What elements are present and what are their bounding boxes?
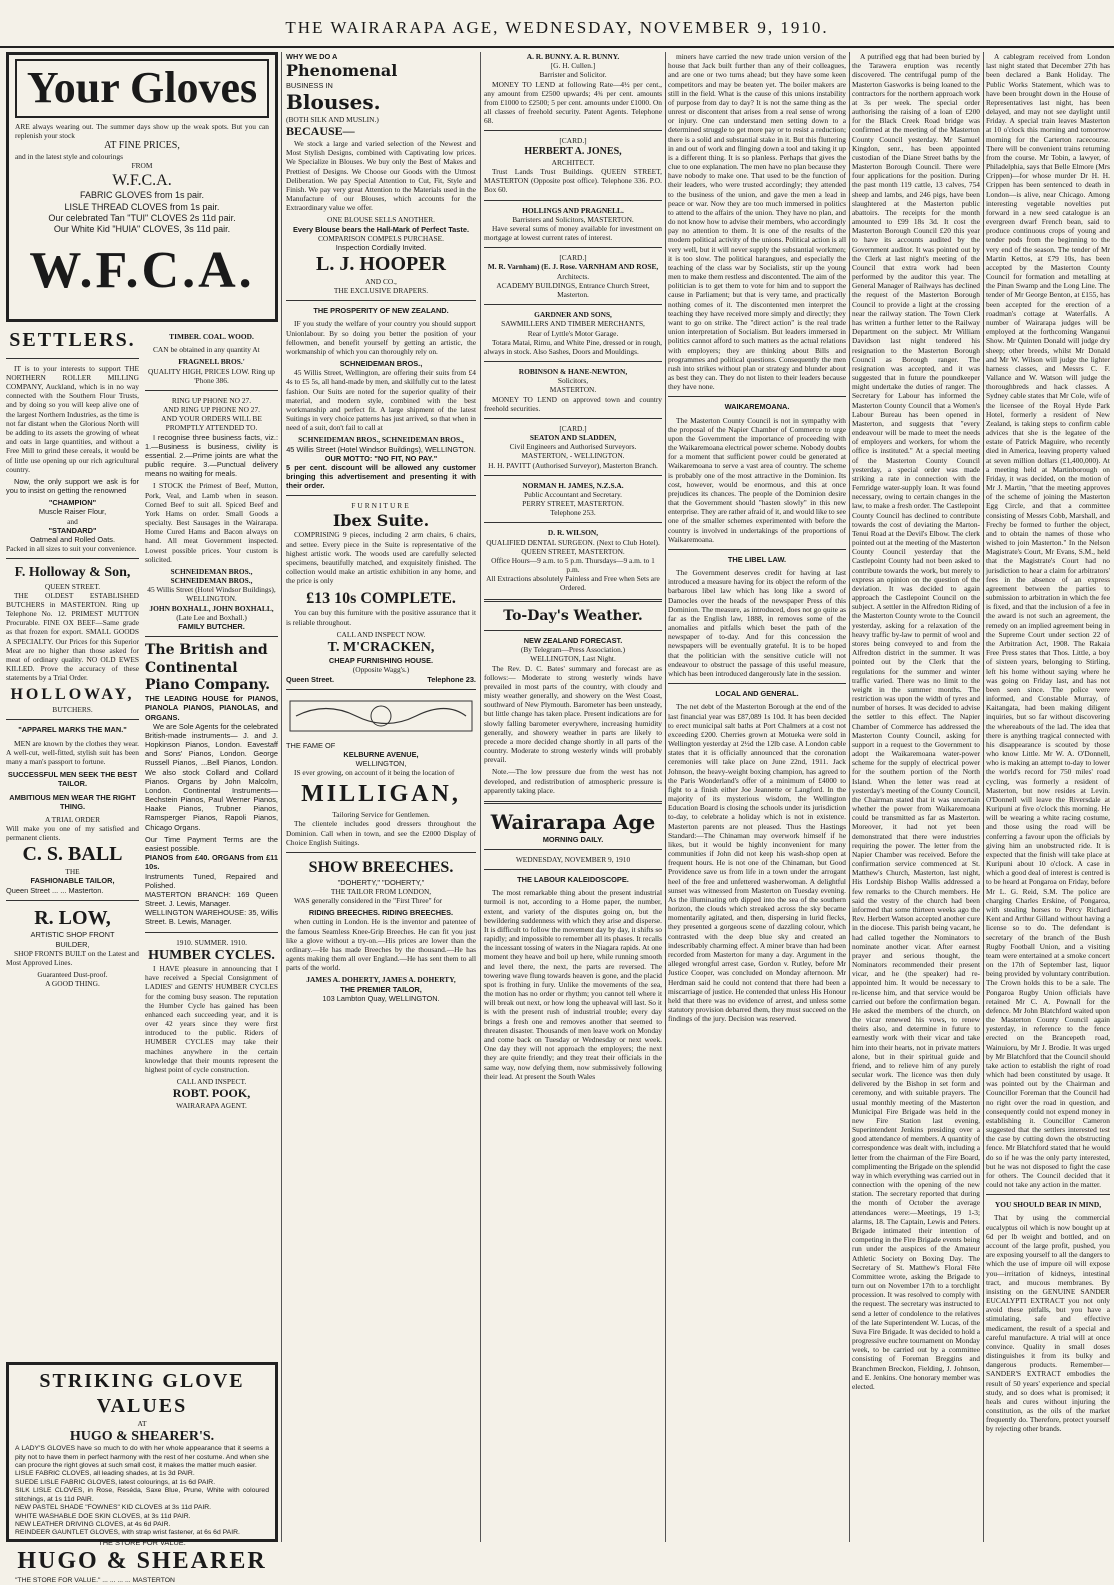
weather-body: The Rev. D. C. Bates' summary and forecast are as follows:— Moderate to strong westerly winds have prevailed in most parts of the country, with cloudy and misty weather generally, and showery on the West Coast, southward of New Plymouth. Barometer has been unsteady, but little change has taken place. Present indications are for slowly falling barometer everywhere, increasing humidity generally, and showery weather in parts are likely to precede a more decided change shortly in all parts of the country. Moderate to strong westerly winds will probably prevail.	[484, 663, 662, 765]
divider	[668, 396, 846, 397]
newton-title: Solicitors,	[557, 376, 589, 386]
james-title: Public Accountant and Secretary.	[523, 489, 623, 499]
divider	[484, 200, 662, 201]
masthead-title: THE WAIRARAPA AGE, WEDNESDAY, NOVEMBER 9, 1910.	[285, 18, 829, 37]
blouses-inspect: Inspection Cordially Invited.	[335, 242, 427, 252]
striking-title: STRIKING GLOVE VALUES	[39, 1370, 245, 1417]
col1-right	[145, 328, 278, 1110]
divider	[484, 418, 662, 419]
gloves-item: Our celebrated Tan "TUI" CLOVES 2s 11d pair.	[48, 212, 236, 223]
hollings-body: Have several sums of money available for investment on mortgage at lowest current rates of interest.	[484, 223, 662, 243]
doherty-name: JAMES A. DOHERTY, JAMES A. DOHERTY,	[306, 975, 456, 985]
striking-item: NEW PASTEL SHADE "FOWNES" KID CLOVES at 3s 11d PAIR.	[15, 1504, 212, 1512]
ibex-body: COMPRISING 9 pieces, including 2 arm chairs, 6 chairs, and settee. Every piece in the Suite is representative of the highest artistic work. The woods used are carefully selected specimens, beautifully matched, and exquisitely finished. The collection would make an artistic exhibition in any home, and the price is only	[286, 530, 476, 586]
col1-left	[6, 328, 139, 1110]
weather-title: To-Day's Weather.	[503, 607, 643, 624]
low-body: SHOP FRONTS BUILT on the Latest and Most Approved Lines.	[6, 948, 139, 967]
divider	[668, 683, 846, 684]
milligan-kelburne: KELBURNE AVENUE,	[343, 749, 419, 759]
ibex-body2: You can buy this furniture with the positive assurance that it is reliable throughout.	[286, 608, 476, 627]
divider	[484, 475, 662, 476]
kaleido-title: THE LABOUR KALEIDOSCOPE.	[517, 875, 629, 885]
milligan-tailoring: Tailoring Service for Gentlemen.	[332, 810, 430, 820]
apparel-title: "APPAREL MARKS THE MAN."	[18, 725, 127, 735]
humber-name: ROBT. POOK,	[172, 1086, 251, 1101]
striking-item: WHITE WASHABLE DOE SKIN CLOVES, at 3s 11d PAIR.	[15, 1512, 191, 1520]
apparel-trial: A TRIAL ORDER	[44, 814, 101, 824]
column-rule	[849, 52, 850, 1542]
divider	[286, 852, 476, 853]
boxhall-butcher: FAMILY BUTCHER.	[178, 621, 245, 631]
column-5	[852, 52, 980, 1542]
wilson-hours: Office Hours—9 a.m. to 5 p.m. Thursdays—9 a.m. to 1 p.m.	[491, 555, 655, 575]
settlers-and: and	[67, 516, 78, 526]
column-rule	[480, 52, 481, 1542]
mcracken-sub: CHEAP FURNISHING HOUSE.	[328, 656, 434, 666]
brand-standard: "STANDARD"	[48, 525, 97, 535]
column-rule	[983, 52, 984, 1542]
hooper-name: L. J. HOOPER	[315, 253, 446, 276]
fragnell-orders: AND YOUR ORDERS WILL BE PROMPTLY ATTENDED TO.	[161, 414, 262, 433]
holloway-big: HOLLOWAY,	[10, 686, 135, 704]
hollings-name: HOLLINGS AND PRAGNELL.	[522, 205, 624, 215]
milligan-body2: The clientele includes good dressers throughout the Dominion. Call when in town, and see the £2000 Display of Choice English Suitings.	[286, 819, 476, 847]
divider	[484, 247, 662, 248]
gardner-rear: Rear of Lyttle's Motor Garage.	[527, 328, 619, 338]
settlers-body: IT is to your interests to support THE NORTHERN ROLLER MILLING COMPANY, Auckland, which is in no way connected with the Southern Flour Trusts, and by doing so you will keep alive one of the largest Northern Industries, as the time is not far distant when the Glorious North will be adding to its assets the growing of wheat and oats in large quantities, and without a Free Mill to grind these cereals, it would be of little use opening up our rich agricultural country.	[6, 363, 139, 474]
wfca-big-logo: W.F.C.A.	[29, 242, 255, 300]
settlers-body2: Now, the only support we ask is for you to insist on getting the renowned	[6, 476, 139, 496]
holloway-body: THE OLDEST ESTABLISHED BUTCHERS in MASTERTON. Ring up Telephone No. 12. PRIMEST MUTTON Procurable. FINE OX BEEF—Same grade as that frozen for export. SMALL GOODS A SPECIALTY. Our Prices for this Superior Meat are no higher than those asked for meat of ordinary quality. NO OLD EWES KILLED. Prove the accuracy of these statements by a Trial Order.	[6, 590, 139, 683]
breeches-tailor: THE TAILOR FROM LONDON,	[330, 886, 432, 896]
mcracken-street: Queen Street.	[286, 674, 335, 684]
low-sub2: BUILDER,	[55, 939, 90, 949]
divider	[484, 599, 662, 602]
weather-sub: NEW ZEALAND FORECAST.	[523, 636, 623, 645]
waikare-title: WAIKAREMOANA.	[724, 402, 790, 412]
hugo-foot: "THE STORE FOR VALUE." ... ... ... ... MASTERTON	[15, 1576, 175, 1584]
striking-item: LISLE FABRIC CLOVES, all leading shades, at 1s 3d PAIR.	[15, 1470, 195, 1478]
wfca-gloves-ad	[6, 52, 278, 322]
divider	[986, 1194, 1110, 1195]
breeches-riding: RIDING BREECHES. RIDING BREECHES.	[308, 908, 454, 918]
milligan-body: IS ever growing, on account of it being the location of	[294, 768, 455, 778]
col1-split	[6, 328, 278, 1110]
divider	[145, 390, 278, 391]
divider	[668, 549, 846, 550]
column-4	[668, 52, 846, 1542]
masthead	[0, 0, 1114, 48]
ball-the: THE	[65, 867, 80, 877]
piano-prices: PIANOS from £40. ORGANS from £11 10s.	[145, 853, 278, 872]
ball-street: Queen Street ... ... Masterton.	[6, 885, 104, 895]
bunny-cullen: [G. H. Cullen.]	[550, 61, 596, 71]
gloves-title: Your Gloves	[15, 59, 269, 118]
wilson-title: QUALIFIED DENTAL SURGEON. (Next to Club Hotel).	[486, 537, 660, 547]
settlers-title: SETTLERS.	[9, 329, 136, 351]
piano-terms: Our Time Payment Terms are the easiest possible.	[145, 834, 278, 853]
libel-body: The Government deserves credit for having at last introduced a measure having for its object the reform of the barbarous libel law which has long like a sword of Damocles over the heads of the newspaper Press of this Dominion. The measure, as introduced, does not go quite as far as the English law, 1888, in removes some of the anomalies and pitfalls which beset the path of the newspaper of to-day. And for this concession the newspapers will be eventually grateful. It is to be hoped that the politician with the sensitive cuticle will not endeavour to obstruct the passage of this useful measure, which has been introduced dangerously late in the session.	[668, 568, 846, 678]
prosperity-head: THE PROSPERITY OF NEW ZEALAND.	[313, 306, 449, 316]
jones-title: ARCHITECT.	[551, 157, 595, 167]
low-guar: Guaranteed Dust-proof.	[37, 970, 108, 980]
striking-store: THE STORE FOR VALUE.	[98, 1537, 186, 1547]
bunny-body: MONEY TO LEND at following Rate—4½ per cent., any amount from £2500 upwards; 4¾ per cent. amounts from £1000 to £2500; 5 per cent. amounts under £1000. On all classes of freehold security. Patent Agents. Telephone 68.	[484, 79, 662, 126]
fragnell-ring2: AND RING UP PHONE NO 27.	[162, 405, 261, 415]
brand-champion: "CHAMPION"	[48, 498, 97, 508]
blouses-why: WHY WE DO A	[286, 52, 338, 61]
piano-warehouse: WELLINGTON WAREHOUSE: 35, Willis Street. B. Lewis, Manager.	[145, 908, 278, 927]
column-2	[286, 52, 476, 1542]
humber-call: CALL AND INSPECT.	[176, 1077, 247, 1087]
doherty-addr: 103 Lambton Quay, WELLINGTON.	[322, 993, 440, 1003]
gloves-prices: AT FINE PRICES,	[104, 139, 180, 151]
editorial-body: miners have carried the new trade union version of the house that Jack built further than any of their colleagues, and are one or two turns ahead; but they have some keen competitors and may be beaten yet. The boiler makers are still in the field. What is the cause of this unions instability of purpose from day to day? It is not the same thing as the unrest or discontent that arises from a real sense of wrong or injury. One can understand men setting down to a determined struggle to get more pay or to resist a reduction; there is a solid and substantial stake in it. But this fluttering in and out of work and flinging down a tool and taking it up is a different thing. It is so planless. Perhaps that gives the clue to one explanation. The men have no plan because they have nobody to make one. That used to be the function of their leaders, who were trusted accordingly; they attended to the business of the union, and gave the men a lead in peace or war. Now they are too much immersed in politics to attend to the affairs of the union. They have no plan, and do not know how to advise their members, who accordingly pay no attention to them. It is one of the results of the modern political activity of the unions. Political action is all very well, but it will never supply the substantial workmen; it is too slow. The political harangues, and especially the teaching of the class war by Socialists, stir up the young men to make them restless and discontented. The aim of the politician is to get them to vote for him and to support the cause in Parliament; but that is very tame, and practically nothing comes of it. The discontented men interpret the teaching they have received more simply and directly; they want to go on strike. The "direct action" is the real trade union interpretation of Socialism. But leaders immersed in politics cannot afford to such matters as the actual relations with employers; they are thinking about Bills and programmes and political questions. Consequently the men rush into strikes without plan or strategy and blunder about as best they can. They do not listen to their leaders because they have none.	[668, 52, 846, 392]
holloway-title: F. Holloway & Son,	[14, 565, 131, 581]
holloway-street: QUEEN STREET.	[44, 581, 101, 591]
hooper-drapers: THE EXCLUSIVE DRAPERS.	[333, 286, 429, 296]
weather-tel: (By Telegram—Press Association.)	[520, 645, 626, 655]
blouses-because: BECAUSE—	[286, 124, 355, 139]
piano-branch: MASTERTON BRANCH: 169 Queen Street. J. Lewis, Manager.	[145, 889, 278, 909]
schneid-addr: 45 Willis Street (Hotel Windsor Buildings), WELLINGTON.	[147, 585, 276, 604]
blouses-title: Blouses.	[286, 90, 381, 115]
divider	[484, 630, 662, 631]
wilson-foot: All Extractions absolutely Painless and Free when Sets are Ordered.	[486, 574, 660, 593]
breeches-title: SHOW BREECHES.	[308, 858, 454, 876]
divider	[484, 869, 662, 870]
striking-body: A LADY'S GLOVES have so much to do with her whole appearance that it seems a pity not to have them in perfect harmony with the rest of her costume. And when she can procure the right gloves at such small cost, it makes the matter much easier.	[15, 1445, 269, 1469]
striking-at: AT	[137, 1418, 147, 1428]
decorative-banner-icon	[286, 695, 476, 737]
gardner-title: SAWMILLERS AND TIMBER MERCHANTS,	[501, 319, 645, 329]
mcracken-foot	[286, 675, 476, 684]
striking-name: HUGO & SHEARER'S.	[69, 1428, 215, 1444]
low-sub1: ARTISTIC SHOP FRONT	[30, 930, 115, 940]
mcracken-tel: Telephone 23.	[427, 674, 476, 684]
striking-item: SILK LISLE CLOVES, in Rose, Reséda, Saxe Blue, Prune, White with coloured stitchings, at 1s 11d PAIR.	[15, 1487, 269, 1503]
schneid-name: SCHNEIDEMAN BROS., SCHNEIDEMAN BROS.,	[170, 566, 253, 586]
kaleido-body: The most remarkable thing about the present industrial turmoil is not, according to a Home paper, the number, extent, and variety of the disputes going on, but the bewildering suddenness with which they arise and disperse. It is difficult to follow the movement day by day, it shifts so rapidly; and impossible to remember all its phases. It recalls the incessant tossing of waters in the Niagara rapids. At one moment they heave and boil up here, while running smooth and level there, the next, the parts are reversed. The towering wave flung towards heaven is gone, and the placid spot is frothing in fury. Unlike the movements of the sea, the motion has no order or rhythm; you cannot tell where it will break out next, or how long the upheaval will last. So it is with the present rush of industrial trouble; every day brings a fresh one and removes another that seemed to threaten disaster. Thousands of men leave work on Monday and come back on Tuesday or Wednesday or next week. One day they will not approach the employers; the next they are quite friendly; and they treat their officials in the same way, now defying them, now submissively following their lead. At present the South Wales	[484, 888, 662, 1081]
hugo-shearer-ad	[6, 1362, 278, 1584]
bunny-name: A. R. BUNNY. A. R. BUNNY.	[526, 52, 620, 61]
prosperity-addr2: 45 Willis Street (Hotel Windsor Buildings), WELLINGTON.	[286, 444, 476, 454]
divider	[6, 900, 139, 901]
piano-leading: THE LEADING HOUSE for PIANOS, PIANOLA PIANOS, PIANOLAS, and ORGANS.	[145, 694, 278, 722]
milligan-banner-image	[286, 695, 476, 737]
seaton-title: Civil Engineers and Authorised Surveyors.	[509, 442, 637, 452]
local-title: LOCAL AND GENERAL.	[715, 689, 799, 699]
james-addr: PERRY STREET, MASTERTON.	[522, 499, 624, 509]
wilson-name: D. R. WILSON,	[547, 528, 599, 538]
column-6	[986, 52, 1110, 1542]
prosperity-motto: OUR MOTTO: "NO FIT, NO PAY."	[324, 453, 438, 463]
waikare-body: The Masterton County Council is not in sympathy with the proposal of the Napier Chamber of Commerce to urge upon the Government the importance of proceeding with the Waikaremoana electrical power scheme. Nobody doubts for a moment that sufficient power could be generated at Waikaremoana to serve a vast area of country. The scheme is probably one of the most attractive in the Dominion. Its cost, however, would be enormous, and this at once prejudices its chances. The people of the Dominion desire that the Government should "hasten slowly" in this new enterprise. They are rather afraid of it, and would like to see one of the smaller schemes experimented with before the country is involved in undertakings of the proportions of Waikaremoana.	[668, 415, 846, 544]
low-foot: A GOOD THING.	[45, 979, 100, 989]
prosperity-schneid: SCHNEIDEMAN BROS.,	[339, 359, 423, 369]
ibex-title: Ibex Suite.	[332, 510, 430, 530]
brand-champion-sub: Muscle Raiser Flour,	[38, 507, 107, 517]
jones-body: Trust Lands Trust Buildings. QUEEN STREET, MASTERTON (Opposite post office). Telephone 336. P.O. Box 60.	[484, 167, 662, 195]
jones-card: [CARD.]	[559, 136, 587, 146]
bear-head: YOU SHOULD BEAR IN MIND,	[994, 1200, 1102, 1210]
hollings-title: Barristers and Solicitors, MASTERTON.	[512, 214, 634, 224]
blouses-body: We stock a large and varied selection of the Newest and Most Stylish Designs, combined with Captivating low prices. We Specialize in Blouses. We buy only the Best of Makes and Prettiest of Designs. We Choose our Goods with the Utmost Deliberation. We pay Special Attention to Cut, Fit, Style and Finish. We pay very great Attention to the Materials used in the Manufacture of our Blouses, which accounts for the Extraordinary value we offer.	[286, 139, 476, 213]
piano-tuned: Instruments Tuned, Repaired and Polished.	[145, 871, 278, 890]
column-3	[484, 52, 662, 1542]
blouses-business: BUSINESS IN	[286, 81, 333, 90]
seaton-addr: MASTERTON, - WELLINGTON.	[521, 451, 625, 461]
mcracken-opp: (Opposite Wagg's.)	[352, 665, 410, 675]
fragnell-facts: I recognise three business facts, viz.: 1.—Business is business, civility is essential. 2.—Prime joints are what the public require. 3.—Punctual delivery means no waiting for meals.	[145, 432, 278, 479]
doherty-premier: THE PREMIER TAILOR,	[340, 984, 422, 994]
column-1	[6, 52, 278, 1584]
ball-tailor: FASHIONABLE TAILOR,	[30, 876, 115, 886]
bear-body: That by using the commercial eucalyptus oil which is now bought up at 6d per lb weight and bottled, and on account of the large profit, pushed, you are exposing yourself to all the dangers to which the use of impure oil will expose you—irritation of kidneys, intestinal tract, and mucous membranes. By insisting on the GENUINE SANDER EUCALYPTI EXTRACT you not only avoid these pitfalls, but you have a stimulating, safe and effective medicament, the result of a special and careful manufacture. A trial will at once convince. Quality in small doses distinguishes it from its bulky and dangerous products. Remember—SANDER'S EXTRACT embodies the result of 50 years' experience and special study, and so does what is promised; it heals and cures without injuring the constitution, as the oils of the market frequently do. Therefore, protect yourself by rejecting other brands.	[986, 1213, 1110, 1434]
weather-note: Note.—The low pressure due from the west has not developed, and redistribution of atmospheric pressure is apparently taking place.	[484, 767, 662, 795]
ibex-price: £13 10s COMPLETE.	[306, 589, 456, 607]
divider	[145, 932, 278, 933]
gloves-item: LISLE THREAD CLOVES from 1s pair.	[64, 201, 220, 212]
age-sub: MORNING DAILY.	[542, 834, 604, 844]
fragnell-name: FRAGNELL BROS.'	[178, 357, 245, 367]
gardner-body: Totara Matai, Rimu, and White Pine, dressed or in rough, always in stock. Also Sashes, Doors and Mouldings.	[484, 337, 662, 356]
varnham-card: [CARD.]	[559, 253, 587, 263]
divider	[286, 495, 476, 496]
holloway-butchers: BUTCHERS.	[52, 705, 93, 715]
age-title: Wairarapa Age	[490, 809, 656, 834]
seaton-card: [CARD.]	[559, 423, 587, 433]
gloves-from: FROM	[131, 161, 153, 171]
ibex-furniture: FURNITURE	[351, 501, 411, 511]
gloves-body: ARE always wearing out. The summer days show up the weak spots. But you can replenish your stock	[15, 121, 269, 140]
weather-wellington: WELLINGTON, Last Night.	[530, 654, 616, 664]
low-title: R. LOW,	[34, 906, 111, 929]
humber-year: 1910. SUMMER. 1910.	[176, 937, 247, 947]
divider	[484, 849, 662, 850]
divider	[286, 689, 476, 690]
blouses-every: Every Blouse bears the Hall-Mark of Perfect Taste.	[292, 224, 470, 234]
humber-body: I HAVE pleasure in announcing that I have received a Special Consignment of LADIES' and GENTS' HUMBER CYCLES for the coming busy season. The reputation the Humber Cycle has gained has been enhanced each succeeding year, and it is over 42 years since they were first introduced to the public. Riders of HUMBER CYCLES may take their machines anywhere in the certain knowledge that their mounts represent the highest point of cycle construction.	[145, 964, 278, 1074]
newton-body: MONEY TO LEND on approved town and country freehold securities.	[484, 394, 662, 413]
divider	[484, 304, 662, 305]
striking-item: NEW LEATHER DRIVING CLOVES, at 4s 6d PAIR.	[15, 1520, 171, 1528]
apparel-ambitious: AMBITIOUS MEN WEAR THE RIGHT THING.	[9, 792, 136, 811]
hooper-sub: AND CO.,	[365, 276, 397, 286]
divider	[6, 358, 139, 359]
age-date: WEDNESDAY, NOVEMBER 9, 1910	[515, 854, 631, 864]
milligan-name: MILLIGAN,	[301, 781, 461, 808]
divider	[145, 636, 278, 637]
gardner-name: GARDNER AND SONS,	[534, 310, 612, 320]
newton-town: MASTERTON.	[549, 385, 597, 395]
divider	[286, 300, 476, 301]
boxhall-late: (Late Lee and Boxhall.)	[176, 612, 247, 622]
milligan-wellington: WELLINGTON,	[355, 759, 407, 769]
varnham-title: Architects.	[556, 271, 590, 281]
fragnell-ring1: RING UP PHONE NO 27.	[171, 395, 252, 405]
divider	[484, 130, 662, 131]
gloves-item: Our White Kid "HUIA" CLOVES, 3s 11d pair.	[53, 223, 231, 234]
james-name: NORMAN H. JAMES, N.Z.S.A.	[522, 480, 624, 490]
james-tel: Telephone 253.	[550, 508, 596, 518]
blouses-sub: (BOTH SILK AND MUSLIN.)	[286, 114, 379, 124]
column-rule	[281, 52, 282, 1542]
breeches-body2: when cutting in London. He is the inventor and patentee of the famous Seamless Knee-Grip Breeches. He can fit you just like a glove without a try-on.—His prices are lower than the ordinary.—He has made Breeches by the thousand.—He has agents making them all over England.—He has sent them to all parts of the world.	[286, 917, 476, 973]
piano-body: We are Sole Agents for the celebrated British-made instruments— J. and J. Hopkinson Pianos, London. Eavestaff and Sons' Pianos, London. George Russell Pianos, ...Bell Pianos, London. We also stock Collard and Collard Pianos. Organs by John Malcolm, London. Continental Instruments— Bechstein Pianos, Paul Werner Pianos, Haake Pianos, Trubner Pianos, Ramsperger Pianos, Rapoli Pianos, Chicago Organs.	[145, 721, 278, 832]
libel-title: THE LIBEL LAW.	[727, 554, 787, 564]
breeches-doherty: "DOHERTY," "DOHERTY,"	[337, 877, 425, 887]
piano-title: The British and Continental Piano Company.	[145, 642, 271, 693]
newton-name: ROBINSON & HANE-NEWTON,	[518, 367, 628, 377]
prosperity-schneid2: SCHNEIDEMAN BROS., SCHNEIDEMAN BROS.,	[298, 435, 464, 445]
divider	[484, 801, 662, 804]
divider	[6, 719, 139, 720]
humber-agent: WAIRARAPA AGENT.	[176, 1101, 247, 1111]
fragnell-head: TIMBER. COAL. WOOD.	[169, 332, 254, 341]
breeches-body: WAS generally considered in the "First Three" for	[294, 896, 443, 906]
fragnell-body: CAN be obtained in any quantity At	[153, 345, 260, 355]
gloves-wfca: W.F.C.A.	[112, 171, 172, 189]
apparel-success: SUCCESSFUL MEN SEEK THE BEST TAILOR.	[7, 770, 138, 789]
blouses-one: ONE BLOUSE SELLS ANOTHER.	[327, 215, 435, 225]
divider	[484, 522, 662, 523]
milligan-fame: THE FAME OF	[286, 740, 336, 750]
mcracken-name: T. M'CRACKEN,	[327, 639, 435, 655]
varnham-name: M. R. Varnham) (E. J. Rose. VARNHAM AND ROSE,	[487, 262, 659, 272]
jones-name: HERBERT A. JONES,	[524, 145, 622, 157]
local-body: The net debt of the Masterton Borough at the end of the last financial year was £87,089 1s 10d. It has been decided to erect municipal salt baths at Port Chalmers at a cost not exceeding £200. Cherries grown at Motueka were sold in Wellington yesterday at 2½d the 12lb case. A London cable states that it is officially announced that the coronation ceremonies will take place on June 22nd, 1911. Jack Johnson, the heavy-weight boxing champion, has agreed to the Paris Wonderland's offer of a minimum of £4000 to fight to a finish either Joe Jeannette or Langford. In the majority of its mysterious wisdom, the Wellington Education Board is closing the schools under its jurisdiction to-day, to celebrate a holiday which is not in existence. Masterton parents are not pleased. Thus the Hastings Standard:—The Chinaman may overwork himself if he likes, but it would be highly inconvenient for many communities if John did not keep his wash-shop open at frequent hours. He is not one of the Chinaman, but Good Providence save us from life in a town under the arrogant heel of the free and unfettered washerwoman. A delightful sunset was witnessed from Masterton on Tuesday evening. As the illuminating orb dipped into the sea of the southern horizon, the clouds which streaked across the sky became momentarily agitated, and then, dispersing in lurid flecks, they presented a gorgeous scene of dazzling colour, which contrasted with the deep blue sky and created an indescribably charming effect. A miner brave than had been recorded from Masterton for many a day. Argument in the alleged wrongful arrest case, Gordon v. Rutley, before Mr Justice Cooper, was concluded on Monday afternoon. Mr Herdman said he could not contend that there had been a miscarriage of justice. He contended that unless His Honour held that there was no evidence of arrest, and unless some statutory provision debarred them, they must succeed on the findings of the jury. Decision was reserved.	[668, 702, 846, 1024]
prosperity-body: IF you study the welfare of your country you should support Unionlabour. By so doing you better the position of your fellowmen, and benefit yourself by getting an artistic, the workmanship of which you can thoroughly rely on.	[286, 319, 476, 356]
wilson-addr: QUEEN STREET, MASTERTON.	[521, 546, 625, 556]
seaton-name: SEATON AND SLADDEN,	[529, 433, 617, 443]
settlers-foot: Packed in all sizes to suit your convenience.	[6, 544, 137, 554]
gloves-body2: and in the latest style and colourings	[15, 152, 123, 162]
news-body: A cablegram received from London last night stated that December 27th has been declared a Bank Holiday. The Public Works Statement, which was to have been brought down in the House of Representatives last night, has been delayed, and may not see daylight until Friday. A special train leaves Masterton at 10 o'clock this morning and tomorrow morning for the Carterton racecourse. There will be convenient trains returning from the course. Mr Tobin, a lawyer, of Philadelphia, says that Belle Elmore (Mrs Crippen)—for whose murder Dr H. H. Crippen has been sentenced to death in London—is alive, near Chicago. Among interesting vegetable novelties put forward in a new seed catalogue is an evergreen dwarf French bean, said to produce continuous crops of young and tender pods from the beginning to the very end of the season. The tender of Mr Martin Kettos, at £79 10s, has been accepted by the Masterton County Council for formation and metalling at the Pinan Swamp and the Long Line. The tender of Mr George Benton, at £155, has been accepted for the erection of a roadman's cottage at Waterfalls. A number of Wairarapa judges will be employed at the forthcoming Wanganui Show. Mr Quinten Donald will judge dry sheep; other breeds, whilst Mr Donald and Mr W. Wilson will judge the lighter harness classes, and Messrs C. F. Vallance and W. Watson will judge the thoroughbreds and hack classes. A Sydney cable states that Mr Cole, wife of the licensee of the Royal Hyde Park Hotel, formerly a resident of New Zealand, is taking steps to confirm cable advices that she is the legatee of the estate of Patrick Maguire, who recently died in America, leaving property valued at seven million dollars (£1,400,000). At a meeting held at Martinborough on Friday, it was decided, on the motion of Mr J. Martin, "that the meeting approves of the scheme of joining the Masterton Egg Circle, and that a committee consisting of Messrs Cobb, Marshall, and Frechy be formed to further the object, and to obtain the names of those who wished to join Masterton." In the Nelson Magistrate's Court, Mr Evans, S.M., held that the Magistrate's Court had no jurisdiction to hear a claim for arbitrators' fees in the absence of an express agreement between the parties to submission to arbitration in which the fee is fixed, and that the inclusion of a fee in the award is not such an agreement, the remedy on an implied agreement being in the Supreme Court under section 22 of the Arbitration Act, 1908. The Rakaia Free Press states that Thos. Little, a boy of sixteen years, belonging to Stirling, left his home without saying where he was going on Friday last, and has not been seen since. The police were informed, and Constable Murray, of Kaitangata, had been making diligent inquiries, but so far without discovering the whereabouts of the lad. The idea that there is anything tragical connected with his disappearance is scouted by those who know Little. Mr W. A. O'Donnell, who is making an attempt to-day to lower the world's record for 750 miles' road cycling, was formerly a resident of Masterton, but now resides at Levin. O'Donnell will leave the Riversdale at Kuripuni at five o'clock this morning. He will be wearing a white racing costume, and those using the road will be conferring a favour upon the officials by giving him an unobstructed ride. It is expected that the finish will take place at Kuripuni about 10 o'clock. A case in which a good deal of interest is centred is to be heard at Pongaroa on Friday, before Mr L. G. Reid, S.M. The police are charging Charles Erskine, of Pongaroa, with stealing horses to Percy Richard Kent and Arthur Gilland without having a license so to do. The defendant is secretary of the branch of the Bush Rugby Football Union, and a visiting team were entertained at a smoke concert on the 17th of September last, liquor being provided by voluntary contribution. The Crown holds this to be a sale. The Pongaroa Rugby Union officials have retained Mr C. A. Pownall for the defence. Mr John Blatchford waited upon the Masterton County Council again yesterday, in reference to the fence erected on the Brancepeth road, Wainuioru, by Mr J. Brodie. It was urged by Mr Blatchford that the Council should take action to establish the right of road which had been constituted by usage. It was pointed out by the Chairman and Councillor Foreman that the Council had no right over the road in question, and consequently could not expend money in establishing it. Councillor Cameron suggested that the settlers interested test the case by cutting down the obstructing fence. Mr Blatchford stated that he would do so if he was the only party interested, but he was not disposed to fight the case for others. The Council decided that it could not take any action in the matter.	[986, 52, 1110, 1190]
striking-item: REINDEER GAUNTLET GLOVES, with strap wrist fastener, at 6s 6d PAIR.	[15, 1529, 240, 1537]
gloves-item: FABRIC GLOVES from 1s pair.	[79, 190, 205, 201]
ball-title: C. S. BALL	[22, 843, 123, 866]
prosperity-addr: 45 Willis Street, Wellington, are offering their suits from £4 4s to £5 5s, all hand-made by men, and skilfully cut to the latest fashion. Our Suits are noted for the superior quality of their material, and modern style, combined with the best workmanship and perfect fit. A large shipment of the latest Suitings in very choice patterns has just arrived, so that when in need of a suit, don't fail to call at	[286, 368, 476, 433]
column-rule	[665, 52, 666, 1542]
ibex-call: CALL AND INSPECT NOW.	[336, 629, 426, 639]
striking-item: SUEDE LISLE FABRIC GLOVES, latest colourings, at 1s 6d PAIR.	[15, 1478, 216, 1486]
news-body: A putrified egg that had been buried by the Tarawera eruption was recently discovered. The centrifugal pump of the Masterton Gasworks is being loaned to the contractors for the northern approach work at 3s per week. The special order authorising the raising of a loan of £200 for the Black Creek Road bridge was confirmed at the meeting of the Masterton County Council yesterday. Mr Samuel Kingdon, senr., has been appointed custodian of the Diane Street baths by the Masterton Borough Council. There were four applications for the position. During the past month 119 cattle, 13 calves, 754 sheep and lambs, and 246 pigs, have been slaughtered at the Masterton public abattoirs. The receipts for the month amounted to £99 18s 3d. It cost the Masterton Borough Council £20 this year to have its accounts audited by the Government auditor. It was pointed out by the Clerk at last night's meeting of the Council that extra work had been performed by the auditor this year. The General Manager of Railways has declined the request of the Masterton Borough Council to provide a light at the crossing near the railway station. The Town Clerk has written a further letter to the Railway Department on the subject. Mr William Davidson last night tendered his resignation to the Masterton Borough Council as Borough ranger. The resignation was accepted, and it was suggested that in future the poundkeeper might undertake the duties of ranger. The Secretary for Labour has informed the Masterton County Council that a Women's Labour Bureau has been opened in Masterton, and suggests that "every endeavour will be made to meet the needs of employers and workers, for whom the office is instituted." At a special meeting of the Masterton County Council yesterday, a special order was made striking a rate in connection with the Fernridge water-supply loan. It was found necessary, owing to certain changes in the law, to make a fresh order. The Castlepoint County Council has declined to contribute towards the cost of deviating the Marton-Tenui Road at the Devil's Elbow. The clerk pointed out at the meeting of the Masterton County Council yesterday that the Castlepoint County had not been asked to contribute towards the work, but merely to express an opinion on the question of the deviation. It was decided to again approach the Castlepoint Council on the subject. A settler in the Alfredton Riding of the Masterton County wrote to the Council yesterday, asking for a relaxation of the heavy traffic by-law to permit of wool and stores being conveyed to and from the Alfredton district in the summer. It was pointed out by the Clerk that the regulations for the summer and winter traffic varied. There was no limit to the weight in the summer months. The restriction was upon the width of tyres and number of horses. It was decided to advise the settler to this effect. The Napier Chamber of Commerce has addressed the Masterton County Council, asking for support in a request to the Government to adopt the Waikaremoana water-power scheme for the supply of electrical power for the southern portion of the North Island. When the letter was read at yesterday's meeting of the County Council, the Chairman stated that it was uncertain whether the power from Waikaremoana could be transmitted as far as Masterton. Moreover, it had not yet been demonstrated that there were industries requiring the power. The letter from the Napier Chamber was received. Before the confirmation service commenced at St. Matthew's Church, Masterton, last night, His Lordship Bishop Wallis addressed a few remarks to the Church members. He said the vestry of the church had been informed that some thirteen weeks ago the Rev. Herbert Watson accepted another cure in the diocese. This parish being vacant, he had called together the Nominators to nominate another vicar. After earnest prayer and serious thought, the Nominators recommended their present vicar, and he (the speaker) had re-appointed him. It would be necessary to re-license him, and that service would be carried out before the confirmation began. He asked the members of the church, on the vicar renewed his vows, to renew theirs also, and determine in future to earnestly work with their vicar and take him into their hearts, not in private matters alone, but in their spiritual guide and friend, and to relieve him of any purely secular work. The licence was then duly delivered by the Bishop in set form and ceremony, and with suitable prayers. The usual monthly meeting of the Masterton Municipal Fire Brigade was held in the new Fire Station last evening, Superintendent Jenkins presiding over a good attendance of members. A quantity of correspondence was dealt with, including a letter from the chairman of the Fire Board, complimenting the Brigade on the splendid way in which everything was carried out in connection with the opening of the new station. The secretary reported that during the month of October the average attendances were:—Meetings, 19 1-3; alarms, 18. The Captain, Lewis and Peters. Brigade intimated their intention of competing in the Fire Brigade events being run under the auspices of the Amateur Athletic Society on Boxing Day. The Secretary of St. Matthew's Floral Fête Committee wrote, asking the Brigade to turn out on November 17th to a torchlight procession. It was resolved to comply with the request. The secretary was instructed to send a letter of condolence to the relatives of the late Superintendent W. Lucas, of the Suva Fire Brigade. It was decided to hold a progressive euchre tournament on Monday week, to be carried out by a committee consisting of Foreman Breggins and Branchmen Breckon, Fielding, J. Johnson, and E. Jenkins. One honorary member was elected.	[852, 52, 980, 1391]
fragnell-stock: I STOCK the Primest of Beef, Mutton, Pork, Veal, and Lamb when in season. Corned Beef to suit all. Spiced Beef and York Hams on order. Small Goods a specialty. Best Sausages in the Wairarapa. Home Cured Hams and Bacon always on hand. All meat Government inspected. Lowest possible prices. Your custom is solicited.	[145, 481, 278, 564]
hugo-big: HUGO & SHEARER	[17, 1547, 267, 1574]
brand-standard-sub: Oatmeal and Rolled Oats.	[29, 534, 116, 544]
blouses-phen: Phenomenal	[286, 61, 398, 81]
apparel-foot: Will make you one of my satisfied and permanent clients.	[6, 824, 139, 843]
bunny-title: Barrister and Solicitor.	[539, 70, 607, 80]
boxhall-name: JOHN BOXHALL, JOHN BOXHALL,	[149, 603, 274, 613]
varnham-body: ACADEMY BUILDINGS, Entrance Church Street, Masterton.	[496, 280, 650, 299]
fragnell-quality: QUALITY HIGH, PRICES LOW. Ring up 'Phone 386.	[148, 366, 275, 385]
apparel-body: MEN are known by the clothes they wear. A well-cut, well-fitted, stylish suit has been many a man's passport to fortune.	[6, 738, 139, 766]
prosperity-discount: 5 per cent. discount will be allowed any customer bringing this advertisement and presenting it with their order.	[286, 462, 476, 491]
seaton-pavitt: H. H. PAVITT (Authorised Surveyor), Masterton Branch.	[488, 460, 658, 470]
divider	[6, 558, 139, 559]
humber-title: HUMBER CYCLES.	[148, 947, 275, 963]
divider	[484, 361, 662, 362]
blouses-compare: COMPARISON COMPELS PURCHASE.	[317, 233, 445, 243]
